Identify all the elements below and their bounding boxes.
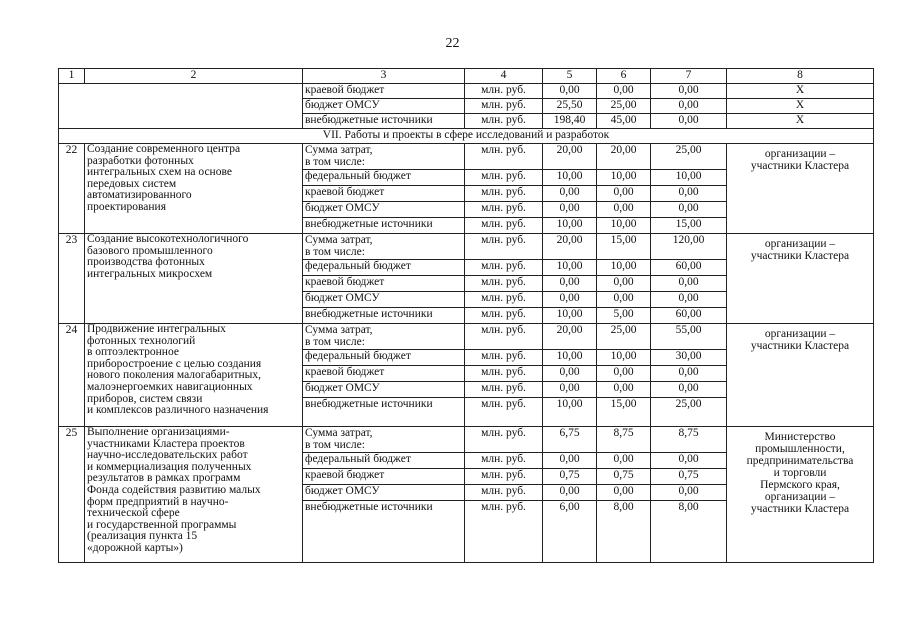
value-cell: 0,00	[597, 366, 651, 382]
project-name-line: Выполнение организациями-	[87, 426, 230, 438]
project-name-line: Фонда содействия развитию малых	[87, 483, 261, 496]
header-cell: 1	[59, 69, 85, 84]
executor-line: Министерство	[764, 431, 836, 443]
source-cell: краевой бюджет	[303, 276, 465, 292]
project-name-line: и комплексов различного назначения	[87, 404, 269, 417]
value-cell: 25,00	[597, 324, 651, 350]
unit-cell: млн. руб.	[465, 382, 543, 398]
executor-line: организации –	[764, 491, 836, 503]
value-cell: 0,00	[597, 485, 651, 501]
source-cell: внебюджетные источники	[303, 308, 465, 324]
value-cell: 0,00	[651, 366, 727, 382]
project-row	[59, 324, 874, 350]
section-row	[59, 129, 874, 144]
value-cell: 8,00	[651, 501, 727, 563]
unit-cell: млн. руб.	[465, 292, 543, 308]
executor-line: участники Кластера	[750, 160, 850, 172]
project-name-line: в оптоэлектронное	[87, 346, 179, 359]
value-cell: 0,00	[543, 276, 597, 292]
unit-cell: млн. руб.	[465, 276, 543, 292]
executor-line: участники Кластера	[750, 340, 850, 352]
project-name-line: научно-исследовательских работ	[87, 449, 248, 462]
x-mark: X	[727, 99, 874, 114]
project-name-line: разработки фотонных	[87, 154, 194, 167]
project-number: 24	[59, 324, 85, 427]
unit-cell: млн. руб.	[465, 398, 543, 427]
project-name-line: базового промышленного	[87, 244, 213, 257]
executor-line: участники Кластера	[750, 503, 850, 515]
project-row	[59, 427, 874, 453]
executor-line: организации –	[764, 238, 836, 250]
source-cell: федеральный бюджет	[303, 260, 465, 276]
unit-cell: млн. руб.	[465, 427, 543, 453]
project-number: 25	[59, 427, 85, 563]
source-cell: краевой бюджет	[303, 186, 465, 202]
project-name-line: приборов, систем связи	[87, 392, 203, 405]
source-cell: федеральный бюджет	[303, 170, 465, 186]
header-cell: 6	[597, 69, 651, 84]
value-cell: 10,00	[597, 260, 651, 276]
value-cell: 0,00	[543, 84, 597, 99]
value-cell: 30,00	[651, 350, 727, 366]
source-line: Сумма затрат,	[305, 324, 373, 336]
value-cell: 0,00	[597, 186, 651, 202]
value-cell: 120,00	[651, 234, 727, 260]
source-line: Сумма затрат,	[305, 144, 373, 156]
page-number: 22	[445, 36, 460, 51]
unit-cell: млн. руб.	[465, 170, 543, 186]
project-name-line: автоматизированного	[87, 189, 192, 202]
value-cell: 5,00	[597, 308, 651, 324]
value-cell: 20,00	[543, 144, 597, 170]
project-number: 23	[59, 234, 85, 324]
value-cell: 0,00	[597, 453, 651, 469]
value-cell: 0,00	[597, 202, 651, 218]
value-cell: 10,00	[597, 170, 651, 186]
executor-cell	[727, 144, 874, 234]
value-cell: 0,00	[651, 382, 727, 398]
executor-line: промышленности,	[755, 443, 845, 455]
source-cell: внебюджетные источники	[303, 501, 465, 563]
unit-cell: млн. руб.	[465, 453, 543, 469]
source-line: в том числе:	[305, 246, 365, 258]
project-name	[85, 144, 303, 234]
value-cell: 0,00	[651, 485, 727, 501]
project-name-line: производства фотонных	[87, 256, 205, 269]
source-cell	[303, 144, 465, 170]
source-cell: внебюджетные источники	[303, 218, 465, 234]
value-cell: 0,00	[597, 84, 651, 99]
project-name-line: форм предприятий в научно-	[87, 495, 229, 508]
value-cell: 6,00	[543, 501, 597, 563]
executor-line: предпринимательства	[746, 455, 854, 467]
source-cell: краевой бюджет	[303, 469, 465, 485]
value-cell: 10,00	[543, 260, 597, 276]
project-name-line: нового поколения малогабаритных,	[87, 369, 261, 382]
value-cell: 20,00	[543, 324, 597, 350]
value-cell: 10,00	[543, 308, 597, 324]
unit-cell: млн. руб.	[465, 218, 543, 234]
value-cell: 0,00	[543, 366, 597, 382]
value-cell: 0,00	[651, 453, 727, 469]
source-line: в том числе:	[305, 336, 365, 348]
project-number: 22	[59, 144, 85, 234]
unit-cell: млн. руб.	[465, 186, 543, 202]
source-line: в том числе:	[305, 156, 365, 168]
value-cell: 55,00	[651, 324, 727, 350]
source-cell	[303, 324, 465, 350]
source-cell: бюджет ОМСУ	[303, 382, 465, 398]
header-cell: 8	[727, 69, 874, 84]
value-cell: 0,00	[651, 292, 727, 308]
project-name-line: малоэнергоемких навигационных	[87, 380, 253, 393]
value-cell: 0,00	[597, 292, 651, 308]
value-cell: 0,00	[651, 186, 727, 202]
value-cell: 60,00	[651, 308, 727, 324]
value-cell: 25,00	[651, 398, 727, 427]
value-cell: 0,00	[651, 276, 727, 292]
project-name-line: (реализация пункта 15	[87, 530, 198, 543]
value-cell: 20,00	[597, 144, 651, 170]
value-cell: 20,00	[543, 234, 597, 260]
project-name-line: Создание современного центра	[87, 143, 241, 155]
project-name	[85, 427, 303, 563]
carry-row	[59, 84, 874, 99]
project-name-line: Продвижение интегральных	[87, 323, 226, 335]
source-cell	[303, 427, 465, 453]
value-cell: 10,00	[543, 218, 597, 234]
unit-cell: млн. руб.	[465, 485, 543, 501]
unit-cell: млн. руб.	[465, 469, 543, 485]
x-mark: X	[727, 114, 874, 129]
source-cell: бюджет ОМСУ	[303, 485, 465, 501]
unit-cell: млн. руб.	[465, 308, 543, 324]
source-line: в том числе:	[305, 439, 365, 451]
executor-cell	[727, 234, 874, 324]
unit-cell: млн. руб.	[465, 202, 543, 218]
project-name-line: участниками Кластера проектов	[87, 437, 245, 450]
executor-cell	[727, 427, 874, 563]
project-name-line: «дорожной карты»)	[87, 541, 183, 554]
source-cell: внебюджетные источники	[303, 398, 465, 427]
value-cell: 25,00	[651, 144, 727, 170]
source-cell: бюджет ОМСУ	[303, 202, 465, 218]
unit-cell: млн. руб.	[465, 350, 543, 366]
value-cell: 8,00	[597, 501, 651, 563]
value-cell: 10,00	[543, 398, 597, 427]
project-row	[59, 234, 874, 260]
header-row	[59, 69, 874, 84]
unit-cell: млн. руб.	[465, 144, 543, 170]
header-cell: 2	[85, 69, 303, 84]
source-cell: бюджет ОМСУ	[303, 99, 465, 114]
value-cell: 0,00	[543, 292, 597, 308]
source-line: Сумма затрат,	[305, 234, 373, 246]
source-cell: бюджет ОМСУ	[303, 292, 465, 308]
value-cell: 0,75	[543, 469, 597, 485]
value-cell: 10,00	[543, 170, 597, 186]
unit-cell: млн. руб.	[465, 84, 543, 99]
project-name-line: интегральных схем на основе	[87, 166, 232, 179]
project-name-line: проектирования	[87, 200, 166, 213]
executor-line: участники Кластера	[750, 250, 850, 262]
project-name-line: результатов в рамках программ	[87, 472, 241, 485]
unit-cell: млн. руб.	[465, 324, 543, 350]
source-cell: краевой бюджет	[303, 84, 465, 99]
value-cell: 25,00	[597, 99, 651, 114]
header-cell: 5	[543, 69, 597, 84]
value-cell: 10,00	[543, 350, 597, 366]
value-cell: 45,00	[597, 114, 651, 129]
source-cell: краевой бюджет	[303, 366, 465, 382]
executor-line: и торговли	[773, 467, 827, 479]
executor-line: Пермского края,	[760, 479, 840, 491]
value-cell: 15,00	[651, 218, 727, 234]
unit-cell: млн. руб.	[465, 501, 543, 563]
value-cell: 0,00	[597, 276, 651, 292]
value-cell: 8,75	[651, 427, 727, 453]
x-mark: X	[727, 84, 874, 99]
unit-cell: млн. руб.	[465, 99, 543, 114]
project-name-line: технической сфере	[87, 507, 180, 520]
value-cell: 0,00	[543, 382, 597, 398]
value-cell: 0,00	[597, 382, 651, 398]
project-name	[85, 234, 303, 324]
header-cell: 4	[465, 69, 543, 84]
value-cell: 0,00	[651, 99, 727, 114]
source-cell: внебюджетные источники	[303, 114, 465, 129]
section-title: VII. Работы и проекты в сфере исследований и разработок	[59, 129, 874, 144]
project-name-line: фотонных технологий	[87, 334, 196, 347]
source-cell	[303, 234, 465, 260]
value-cell: 6,75	[543, 427, 597, 453]
unit-cell: млн. руб.	[465, 366, 543, 382]
unit-cell: млн. руб.	[465, 234, 543, 260]
budget-table	[58, 68, 874, 563]
value-cell: 8,75	[597, 427, 651, 453]
unit-cell: млн. руб.	[465, 114, 543, 129]
value-cell: 0,75	[651, 469, 727, 485]
value-cell: 0,00	[543, 202, 597, 218]
value-cell: 15,00	[597, 398, 651, 427]
value-cell: 0,00	[651, 114, 727, 129]
project-name-line: передовых систем	[87, 177, 177, 190]
value-cell: 0,00	[543, 453, 597, 469]
value-cell: 60,00	[651, 260, 727, 276]
executor-line: организации –	[764, 328, 836, 340]
value-cell: 0,00	[651, 202, 727, 218]
source-cell: федеральный бюджет	[303, 350, 465, 366]
value-cell: 10,00	[651, 170, 727, 186]
source-line: Сумма затрат,	[305, 427, 373, 439]
value-cell: 25,50	[543, 99, 597, 114]
project-name-line: и государственной программы	[87, 518, 237, 531]
project-name-line: интегральных микросхем	[87, 267, 213, 280]
header-cell: 3	[303, 69, 465, 84]
executor-cell	[727, 324, 874, 427]
project-name-line: Создание высокотехнологичного	[87, 233, 249, 245]
value-cell: 0,00	[651, 84, 727, 99]
project-name-line: приборостроение с целью создания	[87, 357, 262, 370]
header-cell: 7	[651, 69, 727, 84]
project-name-line: и коммерциализация полученных	[87, 460, 252, 473]
value-cell: 0,00	[543, 186, 597, 202]
source-cell: федеральный бюджет	[303, 453, 465, 469]
table-body	[59, 69, 874, 563]
value-cell: 198,40	[543, 114, 597, 129]
value-cell: 10,00	[597, 218, 651, 234]
value-cell: 0,75	[597, 469, 651, 485]
executor-line: организации –	[764, 148, 836, 160]
value-cell: 15,00	[597, 234, 651, 260]
project-name	[85, 324, 303, 427]
unit-cell: млн. руб.	[465, 260, 543, 276]
carry-blank	[59, 84, 303, 129]
value-cell: 0,00	[543, 485, 597, 501]
project-row	[59, 144, 874, 170]
value-cell: 10,00	[597, 350, 651, 366]
